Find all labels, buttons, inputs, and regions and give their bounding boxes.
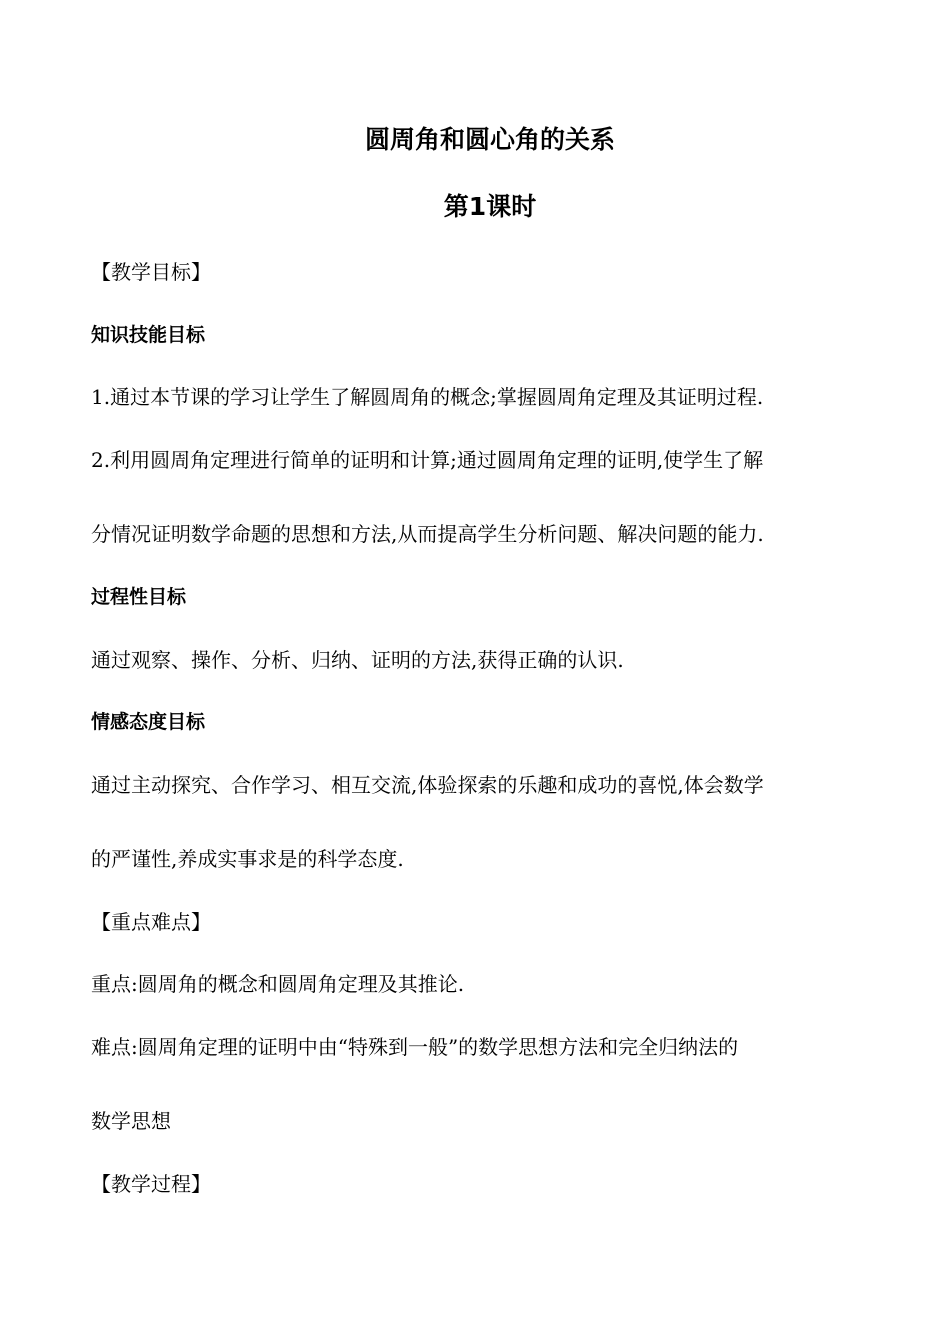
knowledge-objective-1: 1.通过本节课的学习让学生了解圆周角的概念;掌握圆周角定理及其证明过程. bbox=[91, 385, 764, 409]
teaching-process-header: 【教学过程】 bbox=[91, 1172, 211, 1196]
process-objective-text: 通过观察、操作、分析、归纳、证明的方法,获得正确的认识. bbox=[91, 648, 624, 672]
emotion-attitude-heading: 情感态度目标 bbox=[91, 711, 206, 733]
knowledge-objective-2-line-1: 2.利用圆周角定理进行简单的证明和计算;通过圆周角定理的证明,使学生了解 bbox=[91, 448, 764, 472]
objectives-section-header: 【教学目标】 bbox=[91, 260, 211, 284]
knowledge-objective-2-line-2: 分情况证明数学命题的思想和方法,从而提高学生分析问题、解决问题的能力. bbox=[91, 522, 764, 546]
document-title: 圆周角和圆心角的关系 bbox=[364, 125, 615, 154]
emotion-objective-line-1: 通过主动探究、合作学习、相互交流,体验探索的乐趣和成功的喜悦,体会数学 bbox=[91, 773, 764, 797]
difficulty-line-2: 数学思想 bbox=[91, 1109, 171, 1133]
knowledge-skills-heading: 知识技能目标 bbox=[91, 324, 206, 346]
process-objectives-heading: 过程性目标 bbox=[91, 586, 187, 608]
difficulty-line-1: 难点:圆周角定理的证明中由“特殊到一般”的数学思想方法和完全归纳法的 bbox=[91, 1035, 739, 1059]
emotion-objective-line-2: 的严谨性,养成实事求是的科学态度. bbox=[91, 847, 404, 871]
document-subtitle: 第1课时 bbox=[443, 192, 537, 221]
key-difficult-points-header: 【重点难点】 bbox=[91, 910, 211, 934]
key-point-text: 重点:圆周角的概念和圆周角定理及其推论. bbox=[91, 972, 465, 996]
